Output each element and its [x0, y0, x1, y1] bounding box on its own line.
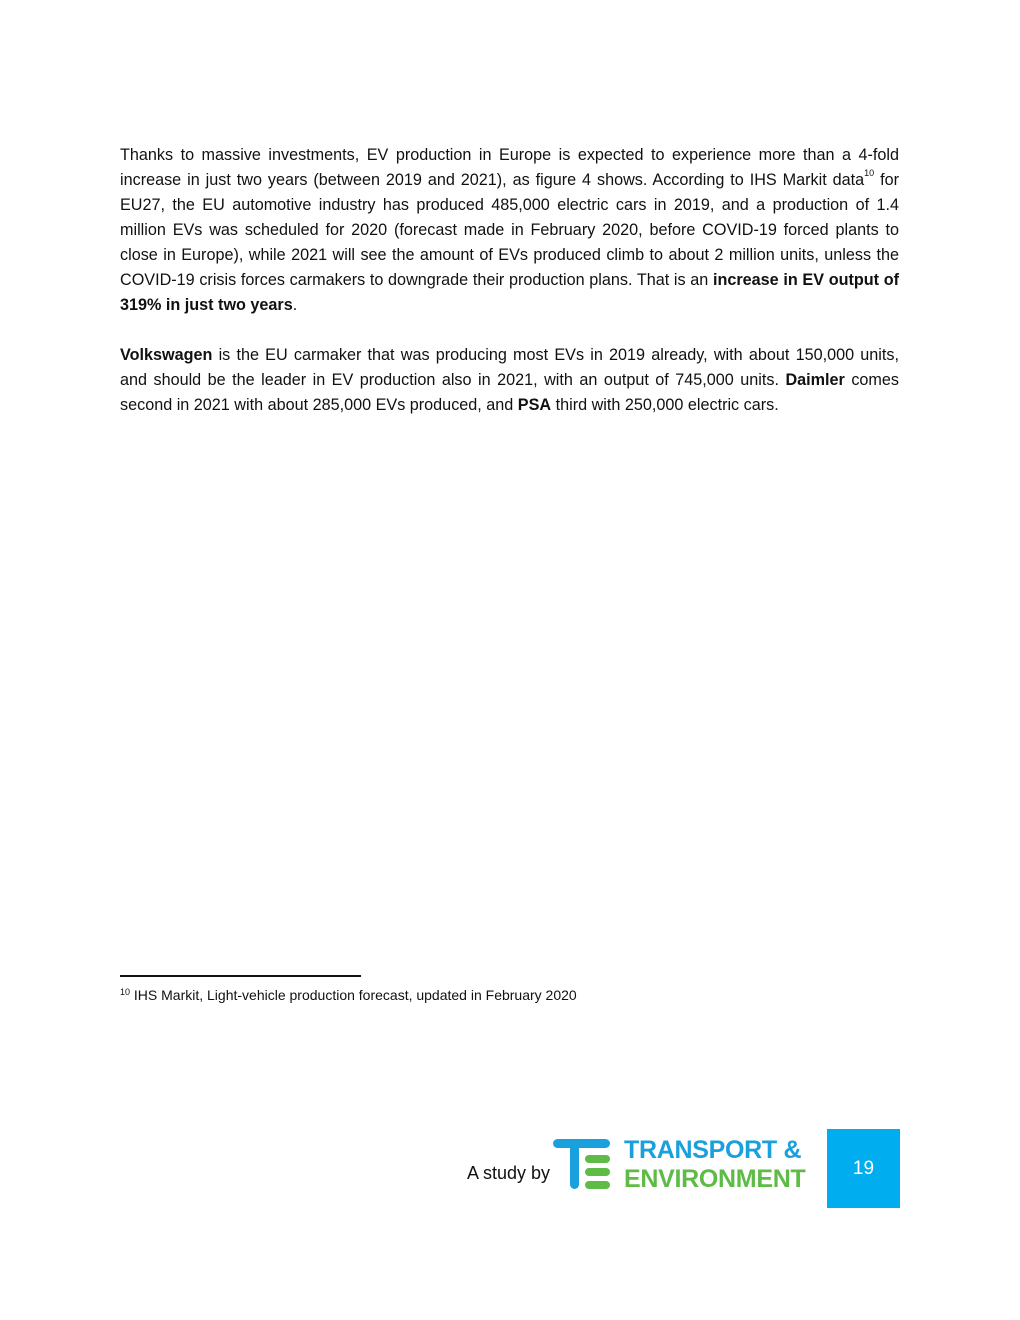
- logo-e-middle: [585, 1168, 610, 1176]
- paragraph2-text-b: comes second in 2021 with about 285,000 EVs produced, and: [120, 371, 899, 414]
- logo-e-bottom: [585, 1181, 610, 1189]
- footnote-divider: [120, 975, 361, 977]
- footnote-reference[interactable]: 10: [864, 168, 875, 178]
- paragraph-ev-production: [120, 143, 899, 318]
- carmaker-volkswagen: Volkswagen: [120, 346, 213, 364]
- logo-t-stem: [570, 1139, 579, 1189]
- carmaker-daimler: Daimler: [785, 371, 845, 389]
- te-logo-mark-icon: [553, 1139, 615, 1193]
- paragraph1-text-c: .: [292, 296, 298, 314]
- paragraph-carmakers: [120, 343, 899, 418]
- carmaker-psa: PSA: [517, 396, 552, 414]
- footer-study-by-label: A study by: [467, 1163, 551, 1183]
- paragraph1-text-a: Thanks to massive investments, EV production in Europe is expected to experience more than a 4-fold increase in just two years (between 2019 and 2021), as figure 4 shows. According to IHS Markit data: [120, 146, 899, 189]
- paragraph2-text-c: third with 250,000 electric cars.: [551, 396, 779, 414]
- paragraph2-text-a: is the EU carmaker that was producing most EVs in 2019 already, with about 150,000 units, and should be the leader in EV production also in 2021, with an output of 745,000 units.: [120, 346, 899, 389]
- logo-t-bar: [553, 1139, 610, 1148]
- paragraph1-text-b: for EU27, the EU automotive industry has produced 485,000 electric cars in 2019, and a production of 1.4 million EVs was scheduled for 2020 (forecast made in February 2020, before COVID-19 forced plants to close in Europe), while 2021 will see the amount of EVs produced climb to about 2 million units, unless the COVID-19 crisis forces carmakers to downgrade their production plans. That is an: [120, 171, 899, 289]
- footnote-text: IHS Markit, Light-vehicle production forecast, updated in February 2020: [130, 987, 577, 1003]
- page-number: 19: [852, 1157, 875, 1179]
- logo-e-top: [585, 1155, 610, 1163]
- footnote-number: 10: [120, 987, 131, 997]
- transport-environment-logo: [553, 1136, 818, 1194]
- logo-wordmark-transport: TRANSPORT &: [624, 1136, 802, 1164]
- footnote: [120, 986, 577, 1004]
- paragraph1-bold-highlight: increase in EV output of 319% in just two years: [120, 271, 899, 314]
- logo-wordmark-environment: ENVIRONMENT: [624, 1165, 806, 1193]
- page-number-box: [827, 1129, 900, 1208]
